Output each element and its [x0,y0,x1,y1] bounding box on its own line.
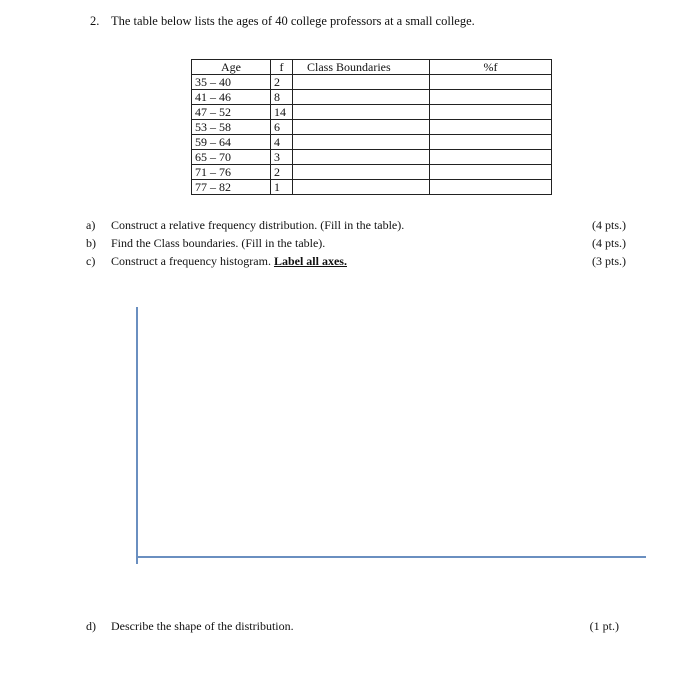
part-letter: d) [86,619,96,633]
percent-f-cell[interactable] [430,180,552,195]
age-cell: 41 – 46 [192,90,271,105]
class-boundary-cell[interactable] [293,120,430,135]
part-text [111,218,404,233]
part-instruction: Construct a relative frequency distribution. (Fill in the table). [111,218,405,232]
histogram-x-axis [136,556,646,558]
part-b [86,236,626,254]
part-instruction: Construct a frequency histogram. [111,254,274,268]
question-intro: The table below lists the ages of 40 college professors at a small college. [111,14,475,28]
age-cell: 65 – 70 [192,150,271,165]
frequency-cell: 1 [271,180,293,195]
age-cell: 59 – 64 [192,135,271,150]
class-boundary-cell[interactable] [293,135,430,150]
header-percent-f: %f [430,60,552,75]
part-points: (1 pt.) [589,619,619,633]
part-letter: c) [86,254,96,268]
frequency-cell: 6 [271,120,293,135]
age-cell: 35 – 40 [192,75,271,90]
part-instruction: Find the Class boundaries. (Fill in the table). [111,236,326,250]
percent-f-cell[interactable] [430,165,552,180]
table-row [192,150,552,165]
header-age: Age [192,60,271,75]
frequency-cell: 4 [271,135,293,150]
part-points: (3 pts.) [592,254,626,268]
part-d [86,619,619,637]
frequency-cell: 14 [271,105,293,120]
part-a [86,218,626,236]
percent-f-cell[interactable] [430,135,552,150]
frequency-cell: 2 [271,165,293,180]
question-number: 2. [90,14,100,28]
header-class-boundaries: Class Boundaries [293,60,430,75]
frequency-cell: 8 [271,90,293,105]
table-row [192,75,552,90]
class-boundary-cell[interactable] [293,165,430,180]
age-cell: 47 – 52 [192,105,271,120]
percent-f-cell[interactable] [430,75,552,90]
frequency-cell: 2 [271,75,293,90]
frequency-cell: 3 [271,150,293,165]
part-points: (4 pts.) [592,236,626,250]
table-row [192,105,552,120]
percent-f-cell[interactable] [430,120,552,135]
part-text [111,236,325,251]
table-row [192,90,552,105]
part-instruction: Describe the shape of the distribution. [111,619,294,633]
class-boundary-cell[interactable] [293,90,430,105]
part-letter: b) [86,236,96,250]
percent-f-cell[interactable] [430,90,552,105]
part-c [86,254,626,272]
part-text [111,254,347,269]
table-row [192,180,552,195]
table-row [192,165,552,180]
age-cell: 71 – 76 [192,165,271,180]
class-boundary-cell[interactable] [293,75,430,90]
header-f: f [271,60,293,75]
age-frequency-table [191,59,552,195]
table-header-row [192,60,552,75]
table-row [192,135,552,150]
age-cell: 53 – 58 [192,120,271,135]
table-row [192,120,552,135]
question-parts [86,218,626,272]
part-emphasis: Label all axes. [273,254,347,268]
part-points: (4 pts.) [592,218,626,232]
percent-f-cell[interactable] [430,150,552,165]
class-boundary-cell[interactable] [293,105,430,120]
age-cell: 77 – 82 [192,180,271,195]
part-letter: a) [86,218,96,232]
histogram-y-axis [136,307,138,564]
class-boundary-cell[interactable] [293,180,430,195]
percent-f-cell[interactable] [430,105,552,120]
class-boundary-cell[interactable] [293,150,430,165]
